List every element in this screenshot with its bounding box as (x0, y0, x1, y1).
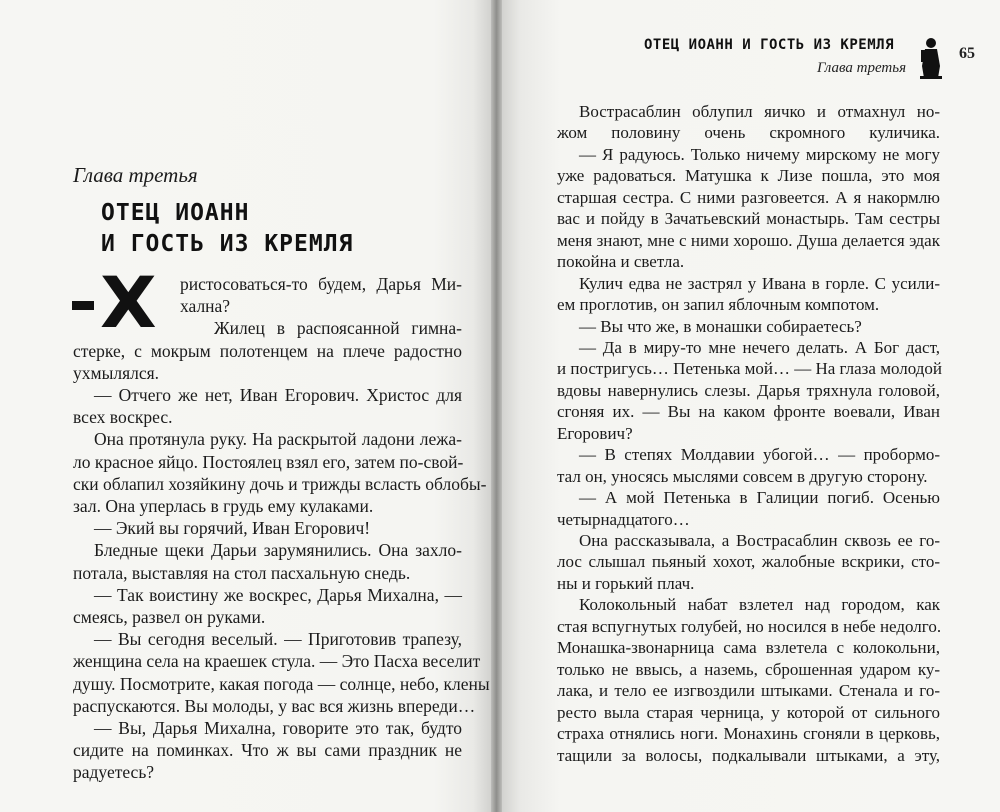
text-line: Вострасаблин облупил яичко и отмахнул но- (579, 102, 940, 121)
text-line: лос слышал пьяный хохот, жалобные вскрики, сто- (557, 552, 940, 572)
text-line: ем проглотив, он запил яблочным компотом. (557, 295, 880, 315)
text-line: ухмылялся. (73, 362, 160, 383)
text-line: потала, выставляя на стол пасхальную снедь. (73, 562, 411, 583)
text-line: — Я радуюсь. Только ничему мирскому не могу (579, 144, 940, 164)
text-line: ны и горький плач. (557, 573, 695, 593)
text-line: ресто выла старая черница, у которой от сильного (557, 702, 940, 722)
text-line: стая вспугнутых голубей, но носился в небе недолго. (557, 616, 942, 636)
text-line: распускаются. Вы молоды, у вас вся жизнь впереди… (73, 695, 476, 716)
text-line: тал он, уносясь мыслями совсем в другую сторону. (557, 466, 928, 486)
text-line: — Вы что же, в монашки собираетесь? (579, 316, 862, 336)
text-line: зал. Она уперлась в грудь ему кулаками. (73, 496, 374, 516)
chapter-title (101, 198, 353, 260)
text-line: Колокольный набат взлетел над городом, как (579, 595, 940, 615)
bleed-through-text (234, 160, 239, 185)
text-line: старшая сестра. С ними разговеется. А я накормлю (557, 187, 940, 207)
text-line: хална? (180, 296, 231, 317)
book-gutter (491, 0, 502, 812)
text-line: меня знают, мне с ними хорошо. Душа делается эдак (557, 230, 940, 250)
text-line: только не ввысь, а наземь, сброшенная ударом ку- (557, 659, 940, 679)
text-line: Она рассказывала, а Вострасаблин сквозь ее го- (579, 531, 940, 550)
drop-cap-dash (72, 301, 94, 310)
text-line: — Вы сегодня веселый. — Приготовив трапезу, (94, 629, 462, 650)
chapter-title-line-2: И ГОСТЬ ИЗ КРЕМЛЯ (101, 231, 354, 257)
text-line: радуетесь? (73, 762, 155, 783)
text-line: всех воскрес. (73, 407, 173, 428)
text-line: и постригусь… Петенька мой… — На глаза молодой (557, 359, 942, 379)
text-line: Кулич едва не застрял у Ивана в горле. С усили- (579, 273, 940, 293)
text-line: ристосоваться-то будем, Дарья Ми- (180, 274, 462, 294)
text-line: — Отчего же нет, Иван Егорович. Христос для (94, 385, 462, 405)
text-line: — Да в миру-то мне нечего делать. А Бог даст, (579, 337, 940, 357)
text-line: вас и пойду в Зачатьевский монастырь. Там сестры (557, 209, 940, 229)
monk-silhouette-icon (918, 36, 944, 80)
text-line: Жилец в распоясанной гимна- (214, 318, 462, 339)
page-number: 65 (959, 45, 975, 62)
text-line: страха отнялись ноги. Монахинь сгоняли в церковь, (557, 724, 940, 744)
text-line: стерке, с мокрым полотенцем на плече радостно (73, 340, 462, 361)
chapter-label: Глава третья (73, 163, 198, 187)
text-line: сгоняя их. — Вы на каком фронте воевали, Иван (557, 402, 940, 422)
text-line: ски облапил хозяйкину дочь и трижды всласть облобы- (73, 473, 487, 494)
text-line: душу. Посмотрите, какая погода — солнце, небо, клены (73, 673, 490, 694)
running-head-subtitle: Глава третья (817, 60, 907, 76)
text-line: — Экий вы горячий, Иван Егорович! (94, 518, 371, 539)
text-line: сидите на поминках. Что ж вы сами праздник не (73, 740, 462, 761)
drop-cap: Х (100, 262, 157, 344)
text-line: лака, и тело ее изгвоздили штыками. Стенала и го- (557, 681, 940, 701)
text-line: — А мой Петенька в Галиции погиб. Осенью (579, 488, 940, 508)
text-line: покойна и светла. (557, 252, 685, 272)
text-line: уже радоваться. Матушка к Лизе пошла, это моя (557, 166, 940, 186)
chapter-title-line-1: ОТЕЦ ИОАНН (101, 200, 250, 226)
text-line: жом половину очень скромного куличика. (557, 123, 940, 143)
text-line: смеясь, развел он руками. (73, 607, 266, 627)
text-line: женщина села на краешек стула. — Это Пасха веселит (73, 651, 481, 672)
running-head-title: ОТЕЦ ИОАНН И ГОСТЬ ИЗ КРЕМЛЯ (644, 37, 895, 53)
text-line: вдовы навернулись слезы. Дарья тряхнула головой, (557, 380, 940, 400)
text-line: четырнадцатого… (557, 509, 690, 529)
text-line: — В степях Молдавии убогой… — пробормо- (579, 445, 940, 465)
text-line: — Вы, Дарья Михална, говорите это так, будто (94, 718, 462, 738)
text-line: Она протянула руку. На раскрытой ладони лежа- (94, 429, 462, 450)
text-line: Егорович? (557, 423, 633, 443)
text-line: Бледные щеки Дарьи зарумянились. Она захло- (94, 540, 462, 561)
text-line: Монашка-звонарница сама взлетела с колокольни, (557, 638, 940, 658)
text-line: ло красное яйцо. Постоялец взял его, затем по-свой- (73, 451, 464, 472)
text-line: тащили за волосы, подкалывали штыками, а эту, (557, 745, 940, 765)
text-line: — Так воистину же воскрес, Дарья Михална, — (94, 584, 462, 605)
